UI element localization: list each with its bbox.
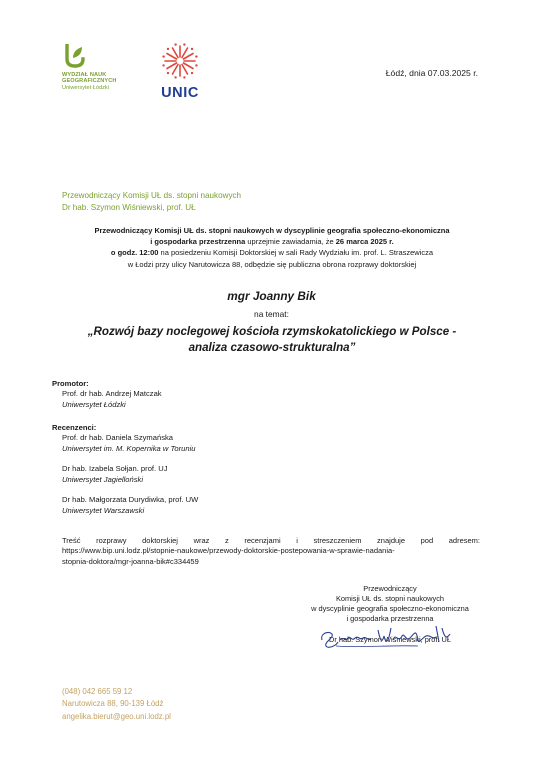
university-name: Uniwersytet Łódzki [62, 84, 109, 91]
reviewer-entry [62, 464, 198, 485]
promotor-affiliation: Uniwersytet Łódzki [62, 399, 126, 409]
reviewer-affiliation: Uniwersytet Jagielloński [62, 474, 144, 484]
unic-wordmark: UNIC [161, 85, 199, 101]
chair-title: Przewodniczący Komisji UŁ ds. stopni naukowych [62, 191, 242, 200]
signature-name: Dr hab. Szymon Wiśniewski, prof. UŁ [329, 634, 451, 644]
signature-discipline-cont: i gospodarka przestrzenna [346, 613, 434, 623]
chair-name: Dr hab. Szymon Wiśniewski, prof. UŁ [62, 202, 196, 212]
wng-leaf-logo-icon [64, 44, 86, 68]
reviewer-entry [62, 495, 198, 516]
reviewer-affiliation: Uniwersytet Warszawski [62, 505, 145, 515]
announcement-line3: o godz. 12:00 na posiedzeniu Komisji Doktorskiej w sali Rady Wydziału im. prof. L. Straszewicza [110, 248, 434, 258]
thesis-access-paragraph [62, 536, 480, 567]
reviewer-affiliation: Uniwersytet im. M. Kopernika w Toruniu [62, 443, 196, 453]
chair-header [62, 190, 241, 213]
contact-address: Narutowicza 88, 90-139 Łódź [62, 699, 164, 709]
thesis-title-line2: analiza czasowo-strukturalna” [188, 341, 356, 354]
defense-time: o godz. 12:00 [110, 248, 159, 258]
announcement-line2: i gospodarka przestrzenna uprzejmie zawiadamia, że 26 marca 2025 r. [150, 237, 394, 247]
reviewer-name: Prof. dr hab. Daniela Szymańska [62, 433, 174, 442]
candidate-name: mgr Joanny Bik [227, 289, 316, 303]
unic-logo [157, 41, 203, 101]
thesis-url-line1[interactable]: https://www.bip.uni.lodz.pl/stopnie-naukowe/przewody-doktorskie-postepowania-w-sprawie-nadania- [62, 546, 395, 556]
defense-date: 26 marca 2025 r. [335, 237, 394, 247]
thesis-title-line1: „Rozwój bazy noclegowej kościoła rzymskokatolickiego w Polsce - [87, 325, 457, 338]
faculty-logo [62, 44, 142, 92]
announcement-line1: Przewodniczący Komisji UŁ ds. stopni naukowych w dyscyplinie geografia społeczno-ekonomiczna [94, 226, 450, 235]
document-date: Łódź, dnia 07.03.2025 r. [385, 68, 478, 78]
thesis-title [40, 324, 504, 356]
topic-label: na temat: [254, 309, 289, 319]
unic-star-logo-icon [160, 41, 200, 81]
promotor-title: Promotor: [52, 379, 89, 388]
promotor-entry [62, 389, 162, 410]
handwritten-signature-icon [318, 618, 458, 652]
contact-footer [62, 686, 171, 723]
signature-role: Przewodniczący [363, 584, 417, 593]
faculty-name-line2: GEOGRAFICZNYCH [62, 78, 117, 85]
faculty-name-line1: WYDZIAŁ NAUK [62, 72, 107, 78]
signature-discipline: w dyscyplinie geografia społeczno-ekonomiczna [311, 603, 469, 613]
access-text: Treść rozprawy doktorskiej wraz z recenzjami i streszczeniem znajduje pod adresem: [62, 536, 480, 545]
promotor-name: Prof. dr hab. Andrzej Matczak [62, 389, 162, 398]
announcement-paragraph [62, 225, 482, 270]
reviewer-name: Dr hab. Izabela Sołjan. prof. UJ [62, 464, 168, 474]
reviewer-entry [62, 433, 198, 454]
thesis-url-line2[interactable]: stopnia-doktora/mgr-joanna-bik#c334459 [62, 556, 199, 566]
announcement-line4: w Łodzi przy ulicy Narutowicza 88, odbędzie się publiczna obrona rozprawy doktorskiej [127, 259, 417, 269]
signature-committee: Komisji UŁ ds. stopni naukowych [335, 593, 445, 603]
reviewers-title: Recenzenci: [52, 423, 97, 432]
reviewer-name: Dr hab. Małgorzata Durydiwka, prof. UW [62, 495, 199, 505]
reviewers-section [52, 423, 198, 527]
contact-phone: (048) 042 665 59 12 [62, 687, 133, 696]
promotor-section [52, 379, 162, 410]
contact-email[interactable]: angelika.bierut@geo.uni.lodz.pl [62, 711, 171, 721]
